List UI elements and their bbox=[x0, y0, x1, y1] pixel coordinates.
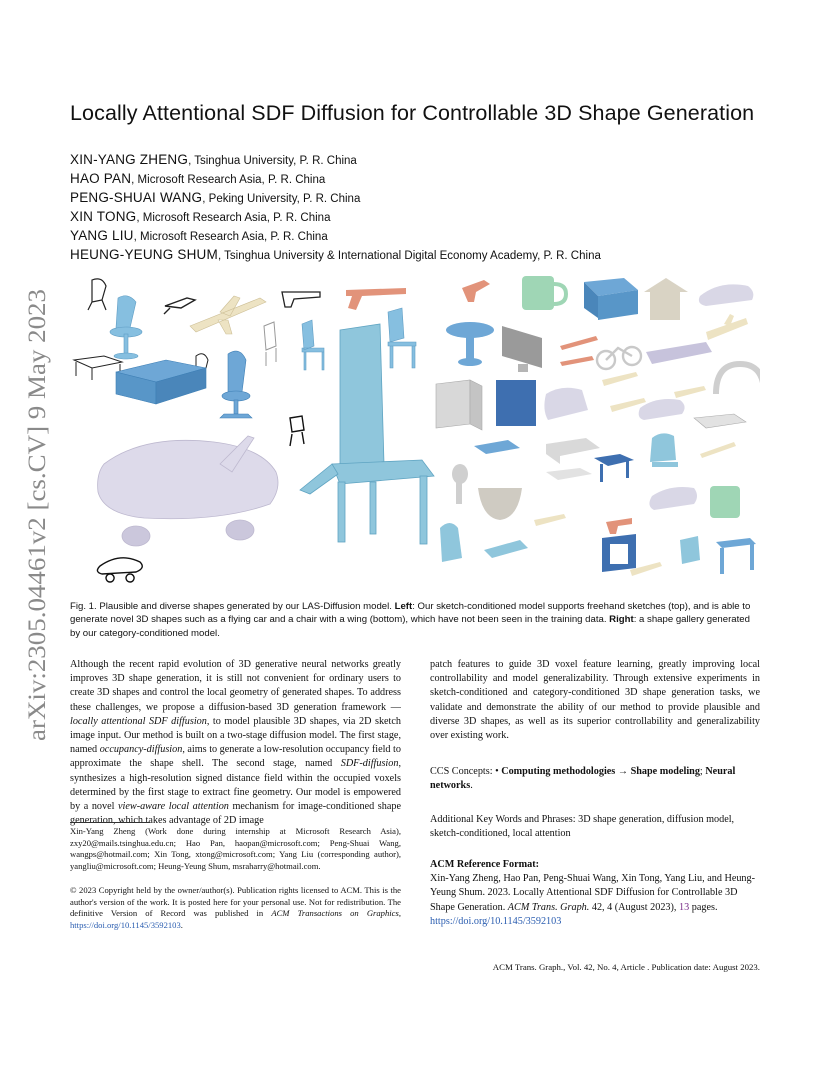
author-name: XIN-YANG ZHENG bbox=[70, 152, 189, 167]
acm-ref-pages-link[interactable]: 13 bbox=[679, 901, 690, 913]
figure-1 bbox=[70, 268, 760, 588]
gallery-jet bbox=[706, 314, 748, 340]
arxiv-stamp-text: arXiv:2305.04461v2 [cs.CV] 9 May 2023 bbox=[24, 321, 51, 741]
office-chair bbox=[220, 351, 252, 418]
ccs-end: . bbox=[470, 780, 473, 792]
rifle bbox=[346, 288, 406, 310]
gallery-suv bbox=[544, 388, 588, 420]
copyright-doi-link[interactable]: https://doi.org/10.1145/3592103 bbox=[70, 919, 181, 930]
gallery-monitor bbox=[502, 326, 542, 372]
author-affiliation: , Microsoft Research Asia, P. R. China bbox=[136, 212, 331, 224]
abstract-emph: SDF-diffusion bbox=[340, 758, 399, 770]
author-name: PENG-SHUAI WANG bbox=[70, 190, 203, 205]
gallery-mug-2 bbox=[710, 486, 740, 518]
ccs-term: Neural networks bbox=[430, 766, 736, 792]
author-3 bbox=[70, 188, 790, 207]
gallery-car-2 bbox=[639, 399, 685, 420]
sketch-chairs-row bbox=[264, 322, 276, 366]
abstract-left-column bbox=[70, 658, 401, 828]
acm-ref-doi-link[interactable]: https://doi.org/10.1145/3592103 bbox=[430, 915, 562, 927]
author-name: HAO PAN bbox=[70, 171, 132, 186]
ccs-separator: ; bbox=[699, 766, 706, 778]
author-affiliation: , Microsoft Research Asia, P. R. China bbox=[131, 174, 326, 186]
gallery-sofa bbox=[546, 438, 600, 464]
author-affiliation: , Tsinghua University & International Digital Economy Academy, P. R. China bbox=[217, 250, 601, 262]
author-2 bbox=[70, 169, 790, 188]
author-6 bbox=[70, 245, 790, 264]
copyright-journal: ACM Transactions on Graphics bbox=[271, 908, 399, 919]
gallery-table-blue bbox=[594, 454, 634, 482]
copyright-text: , bbox=[398, 908, 401, 919]
abstract-paragraph bbox=[70, 658, 401, 828]
ccs-concepts bbox=[430, 765, 760, 793]
gallery-side-table bbox=[716, 538, 756, 574]
abstract-emph: occupancy-diffusion bbox=[99, 744, 183, 756]
acm-reference-heading: ACM Reference Format: bbox=[430, 859, 539, 871]
gallery-headphones bbox=[716, 364, 760, 394]
author-4 bbox=[70, 207, 790, 226]
abstract-text: Although the recent rapid evolution of 3D generative neural networks greatly improves 3D shape generation, it is still not convenient for ordinary users to create 3D shapes and control the local geometry of generated shapes. To address these challenges, we propose a diffusion-based 3D generation framework — bbox=[70, 659, 401, 713]
abstract-text: , aims to generate a low-resolution occupancy field to approximate the shape shell. The second stage, named bbox=[70, 744, 401, 770]
gallery-shelf bbox=[436, 380, 482, 430]
author-1 bbox=[70, 150, 790, 169]
arxiv-stamp bbox=[18, 286, 54, 746]
copyright-text: . bbox=[180, 919, 183, 930]
figure-caption bbox=[70, 600, 760, 640]
author-5 bbox=[70, 226, 790, 245]
gallery-bench bbox=[694, 414, 746, 428]
acm-ref-text: pages. bbox=[689, 901, 718, 913]
caption-right-text: : a shape gallery generated by our category-conditioned model. bbox=[70, 614, 750, 639]
abstract-text: mechanism for image-conditioned shape generation, which takes advantage of 2D image bbox=[70, 801, 402, 827]
page-footer: ACM Trans. Graph., Vol. 42, No. 4, Article . Publication date: August 2023. bbox=[492, 962, 760, 972]
gallery-pistol-2 bbox=[606, 518, 632, 534]
footnote-author-emails: Xin-Yang Zheng (Work done during internship at Microsoft Research Asia), zxy20@mails.tsinghua.edu.cn; Hao Pan, haopan@microsoft.com; Peng-Shuai Wang, wangps@hotmail.com; Xin Tong, xtong@microsoft.com; Yang Liu (corresponding author), yangliu@microsoft.com; Heung-Yeung Shum, msraharry@hotmail.com. bbox=[70, 826, 401, 871]
author-name: XIN TONG bbox=[70, 209, 137, 224]
ccs-arrow: → bbox=[615, 766, 631, 778]
ccs-label: CCS Concepts: • bbox=[430, 766, 502, 778]
gallery-cube-table bbox=[602, 534, 636, 572]
abstract-text: , synthesizes a high-resolution signed distance field within the occupied voxels determined by the first stage to extract fine geometry. Our model is empowered by a novel bbox=[70, 758, 401, 813]
sketch-pistol bbox=[282, 292, 320, 307]
footnote-rule bbox=[70, 822, 150, 823]
author-affiliation: , Peking University, P. R. China bbox=[202, 193, 361, 205]
gallery-lantern bbox=[644, 278, 688, 320]
copyright-text: © 2023 Copyright held by the owner/author(s). Publication rights licensed to ACM. This is the author's version of the work. It is posted here for your personal use. Not for redistribution. The definitive Version of Record was published in bbox=[70, 885, 401, 919]
gallery-blue-desk bbox=[496, 380, 536, 426]
sketch-flying-car bbox=[97, 558, 142, 582]
gallery-car-1 bbox=[699, 284, 753, 306]
gallery-cabinet bbox=[584, 278, 638, 320]
gallery-bike bbox=[597, 347, 641, 369]
gallery-armchair bbox=[650, 433, 678, 467]
gallery-flat bbox=[546, 468, 592, 480]
caption-right-label: Right bbox=[609, 614, 634, 626]
paper-title: Locally Attentional SDF Diffusion for Controllable 3D Shape Generation bbox=[70, 101, 755, 125]
gallery-mug bbox=[522, 276, 566, 310]
caption-prefix: Fig. 1. Plausible and diverse shapes generated by our LAS-Diffusion model. bbox=[70, 601, 395, 612]
caption-left-label: Left bbox=[394, 601, 413, 612]
gallery-round-table bbox=[446, 322, 494, 366]
gallery-rifles bbox=[560, 336, 598, 366]
figure-1-illustration bbox=[70, 268, 760, 588]
caption-left-text: : Our sketch-conditioned model supports freehand sketches (top), and is able to generate novel 3D shapes such as a flying car and a chair with a wing (bottom), which have not been seen in the training data. bbox=[70, 601, 751, 626]
flying-car bbox=[98, 436, 278, 546]
abstract-continued: patch features to guide 3D voxel feature learning, greatly improving local controllability and model generalizability. Through extensive experiments in sketch-conditioned and category-conditioned 3D shape generation tasks, we validate and demonstrate the ability of our method to provide plausible and diverse 3D shapes, as well as its superior controllability and generalizability over existing work. bbox=[430, 659, 760, 742]
author-list bbox=[70, 150, 790, 264]
acm-ref-text: Xin-Yang Zheng, Hao Pan, Peng-Shuai Wang, Xin Tong, Yang Liu, and Heung-Yeung Shum. 2023. Locally Attentional SDF Diffusion for Controllable 3D Shape Generation. bbox=[430, 873, 756, 913]
airplane-1 bbox=[190, 296, 266, 334]
blue-desk bbox=[116, 360, 206, 404]
sketch-chair bbox=[88, 279, 106, 310]
sketch-gun bbox=[164, 298, 195, 314]
ccs-term: Shape modeling bbox=[630, 766, 700, 778]
keywords: Additional Key Words and Phrases: 3D shape generation, diffusion model, sketch-conditioned, local attention bbox=[430, 813, 735, 839]
gallery-plane-2 bbox=[700, 442, 736, 458]
gallery-van bbox=[649, 487, 697, 510]
gallery-picnic-table bbox=[472, 440, 520, 462]
author-name: YANG LIU bbox=[70, 228, 134, 243]
gallery-small-planes bbox=[534, 514, 662, 576]
gallery-gun bbox=[462, 280, 490, 302]
gallery-mic bbox=[452, 464, 468, 504]
gallery-lounge-chairs bbox=[440, 523, 528, 562]
abstract-emph: locally attentional SDF diffusion bbox=[70, 715, 207, 727]
ccs-term: Computing methodologies bbox=[501, 766, 616, 778]
acm-reference bbox=[430, 872, 760, 929]
acm-ref-text: 42, 4 (August 2023), bbox=[589, 901, 680, 913]
abstract-text: , to model plausible 3D shapes, via 2D sketch image input. Our method is built on a two-stage diffusion model. The first stage, named bbox=[70, 715, 402, 756]
author-affiliation: , Tsinghua University, P. R. China bbox=[188, 155, 357, 167]
blue-chair bbox=[110, 296, 142, 359]
sketch-small-chair bbox=[290, 416, 304, 446]
author-affiliation: , Microsoft Research Asia, P. R. China bbox=[133, 231, 328, 243]
acm-ref-journal: ACM Trans. Graph. bbox=[507, 901, 590, 913]
abstract-emph: view-aware local attention bbox=[118, 801, 229, 813]
gallery-racecar bbox=[646, 342, 712, 364]
abstract-right-column bbox=[430, 658, 760, 929]
footnote-copyright bbox=[70, 885, 401, 931]
sketch-table bbox=[74, 356, 122, 380]
author-name: HEUNG-YEUNG SHUM bbox=[70, 247, 218, 262]
gallery-chair-2 bbox=[680, 536, 700, 564]
gallery-pot bbox=[478, 488, 522, 520]
